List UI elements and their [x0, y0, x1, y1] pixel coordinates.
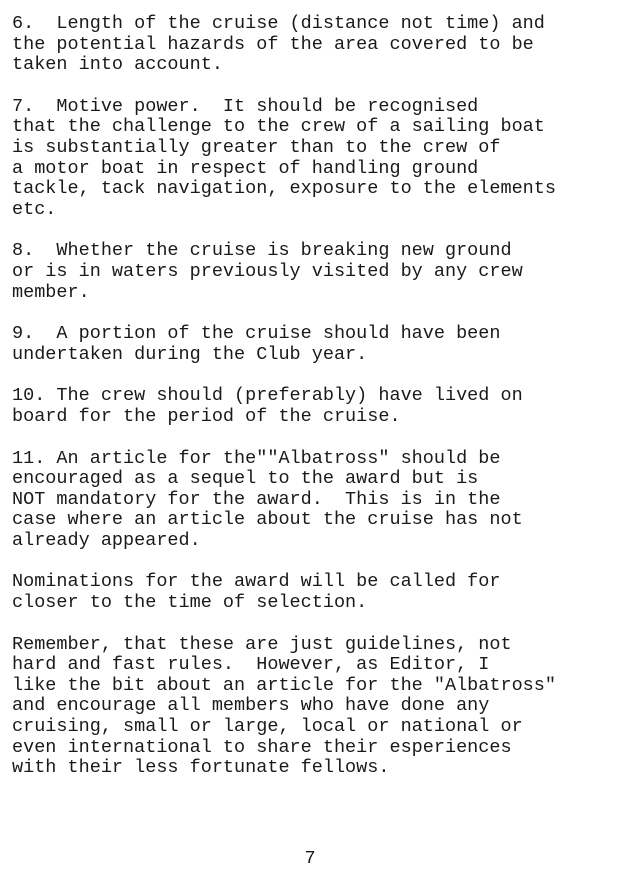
text-line: taken into account. [12, 54, 223, 76]
text-line: hard and fast rules. However, as Editor, I [12, 654, 490, 676]
text-line: 7. Motive power. It should be recognised [12, 95, 479, 117]
criterion-11-paragraph [12, 449, 632, 552]
text-line: encouraged as a sequel to the award but is [12, 468, 479, 490]
text-line: or is in waters previously visited by any crew [12, 260, 523, 282]
text-line: 10. The crew should (preferably) have lived on [12, 385, 523, 407]
text-line: the potential hazards of the area covered to be [12, 33, 534, 55]
text-line: case where an article about the cruise has not [12, 509, 523, 531]
text-line: is substantially greater than to the crew of [12, 136, 501, 158]
text-line: member. [12, 281, 90, 303]
text-line: 9. A portion of the cruise should have been [12, 323, 501, 345]
criterion-9-paragraph [12, 324, 632, 365]
text-line: even international to share their esperiences [12, 736, 512, 758]
text-line: 8. Whether the cruise is breaking new ground [12, 240, 512, 262]
text-line: cruising, small or large, local or national or [12, 716, 523, 738]
criterion-10-paragraph [12, 386, 632, 427]
text-line: etc. [12, 198, 57, 220]
criterion-8-paragraph [12, 241, 632, 303]
text-line: board for the period of the cruise. [12, 405, 401, 427]
criterion-6-paragraph [12, 14, 632, 76]
text-line: 6. Length of the cruise (distance not time) and [12, 13, 545, 34]
text-line: closer to the time of selection. [12, 592, 368, 614]
text-line: like the bit about an article for the "Albatross" [12, 674, 556, 696]
criterion-7-paragraph [12, 97, 632, 221]
text-line: a motor boat in respect of handling ground [12, 157, 479, 179]
text-line: NOT mandatory for the award. This is in the [12, 488, 501, 510]
text-line: and encourage all members who have done any [12, 695, 490, 717]
nominations-paragraph [12, 572, 632, 613]
page-number: 7 [304, 848, 316, 869]
text-line: that the challenge to the crew of a sailing boat [12, 116, 545, 138]
editor-remarks-paragraph [12, 635, 632, 779]
text-line: already appeared. [12, 529, 201, 551]
text-line: 11. An article for the""Albatross" should be [12, 447, 501, 469]
text-line: Remember, that these are just guidelines, not [12, 633, 512, 655]
text-line: with their less fortunate fellows. [12, 757, 390, 779]
text-line: tackle, tack navigation, exposure to the elements [12, 178, 556, 200]
page-body [12, 14, 632, 800]
text-line: Nominations for the award will be called for [12, 571, 501, 593]
text-line: undertaken during the Club year. [12, 343, 368, 365]
